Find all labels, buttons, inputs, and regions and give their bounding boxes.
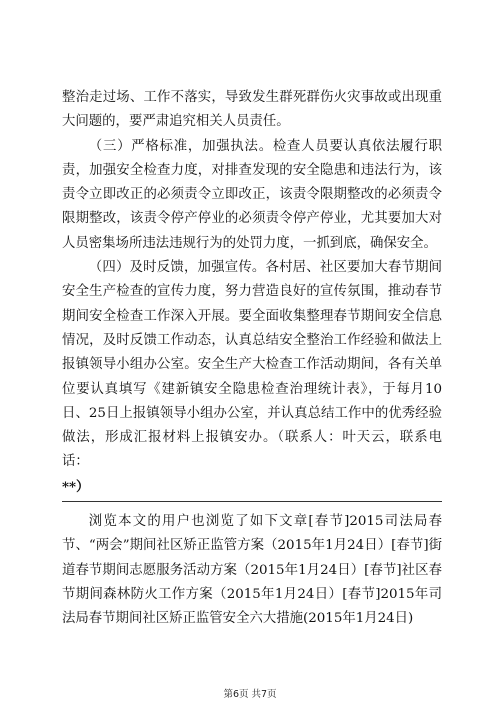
paragraph-responsibility: 整治走过场、工作不落实，导致发生群死群伤火灾事故或出现重大问题的，要严肃追究相关人员责任。 [62, 90, 442, 130]
paragraph-feedback-publicity: （四）及时反馈，加强宣传。各村居、社区要加大春节期间安全生产检查的宣传力度，努力营造良好的宣传氛围，推动春节期间安全检查工作深入开展。要全面收集整理春节期间安全信息情况，及时反馈工作动态，认真总结安全整治工作经验和做法上报镇领导小组办公室。安全生产大检查工作活动期间，各有关单位要认真填写《建新镇安全隐患检查治理统计表》，于每月10日、25日上报镇领导小组办公室，并认真总结工作中的优秀经验做法，形成汇报材料上报镇安办。（联系人：叶天云，联系电话： [62, 260, 442, 470]
page-number-footer: 第6页 共7页 [223, 689, 277, 700]
masked-phone-number: **） [62, 478, 90, 495]
document-body [62, 86, 442, 632]
section-divider [62, 501, 442, 502]
paragraph-strict-standards: （三）严格标准，加强执法。检查人员要认真依法履行职责，加强安全检查力度，对排查发现的安全隐患和违法行为，该责令立即改正的必须责令立即改正，该责令限期整改的必须责令限期整改，该责令停产停业的必须责令停产停业，尤其要加大对人员密集场所违法违规行为的处罚力度，一抓到底，确保安全。 [62, 138, 442, 251]
related-articles: 浏览本文的用户也浏览了如下文章[春节]2015司法局春节、“两会”期间社区矫正监管方案（2015年1月24日）[春节]街道春节期间志愿服务活动方案（2015年1月24日）[春节]社区春节期间森林防火工作方案（2015年1月24日）[春节]2015年司法局春节期间社区矫正监管安全六大措施(2015年1月24日) [62, 514, 442, 627]
